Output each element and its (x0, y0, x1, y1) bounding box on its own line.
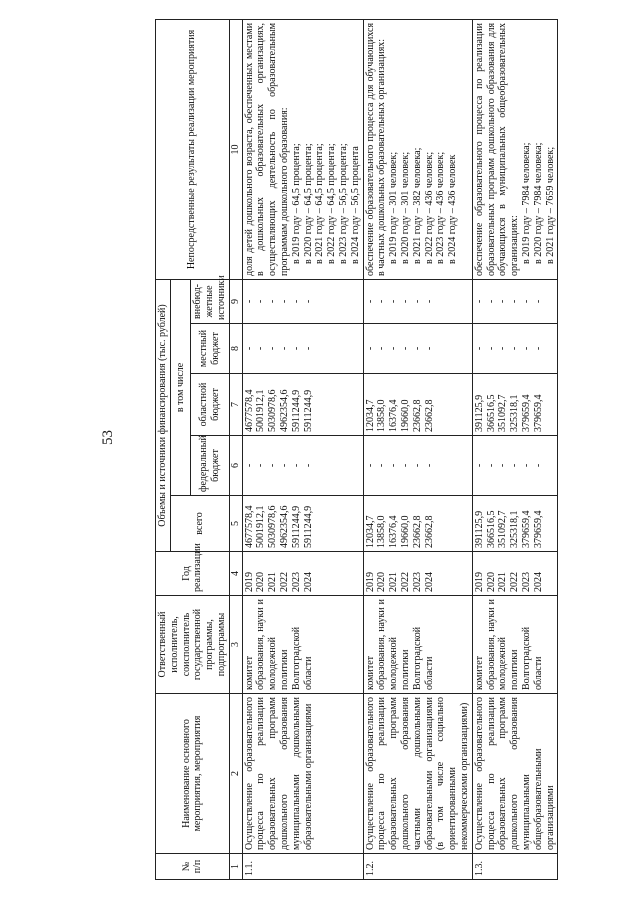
row-responsible: комитет образования, науки и молодежной политики Волгоградской области (363, 596, 472, 694)
header-local: местный бюджет (191, 324, 229, 374)
funding-table-sheet (155, 20, 625, 880)
row-results (242, 19, 363, 279)
table-row (242, 19, 363, 879)
header-funding: Объемы и источники финансирования (тыс. рублей) (156, 279, 171, 551)
result-item: в 2019 году – 7984 человека; (520, 142, 532, 264)
result-text: обеспечение образовательного процесса по реализации образовательных программ дошкольного образования для обучающихся в муниципальных общеобразовательных организациях: (473, 22, 521, 276)
header-extra: внебюд-жетные источники (191, 279, 229, 323)
column-number: 5 (229, 496, 242, 552)
row-name: Осуществление образовательного процесса по реализации образовательных программ дошкольного образования частными дошкольными образовательными организациями (в том числе социально ориентированными некоммерческими организациями) (363, 694, 472, 854)
result-item: в 2024 году – 436 человек (447, 154, 459, 264)
column-number: 8 (229, 324, 242, 374)
column-number: 4 (229, 552, 242, 596)
result-item: в 2021 году – 64,5 процента; (314, 143, 326, 264)
row-results (472, 19, 558, 279)
column-number: 7 (229, 374, 242, 436)
row-name: Осуществление образовательного процесса по реализации образовательных программ дошкольного образования муниципальными общеобразовательными организациями (472, 694, 558, 854)
result-text: обеспечение образовательного процесса для обучающихся в частных дошкольных образовательных организациях: (364, 22, 388, 276)
column-number: 1 (229, 854, 242, 880)
row-num: 1.1. (242, 854, 363, 880)
row-extra: - - - - - - (242, 279, 363, 323)
row-regional: 4677578,4 5001912,1 5030978,6 4962354,6 5911244,9 5911244,9 (242, 374, 363, 436)
header-incl: в том числе (170, 279, 191, 495)
row-federal: - - - - - - (363, 436, 472, 496)
funding-table (155, 19, 558, 880)
row-responsible: комитет образования, науки и молодежной политики Волгоградской области (472, 596, 558, 694)
column-number: 6 (229, 436, 242, 496)
result-item: в 2021 году – 382 человека; (411, 147, 423, 264)
result-item: в 2019 году – 64,5 процента; (290, 143, 302, 264)
result-item: в 2020 году – 7984 человека; (532, 142, 544, 264)
result-item: в 2023 году – 436 человек; (435, 151, 447, 264)
row-extra: - - - - - - (363, 279, 472, 323)
result-item: в 2021 году – 7659 человек; (544, 146, 556, 264)
row-total: 4677578,4 5001912,1 5030978,6 4962354,6 5911244,9 5911244,9 (242, 496, 363, 552)
header-num: № п/п (156, 854, 230, 880)
result-item: в 2024 году – 56,5 процента (349, 146, 361, 264)
row-years: 2019 2020 2021 2022 2023 2024 (363, 552, 472, 596)
row-regional: 12034,7 13858,0 16376,4 19660,0 23662,8 23662,8 (363, 374, 472, 436)
row-results (363, 19, 472, 279)
column-number: 10 (229, 19, 242, 279)
row-num: 1.2. (363, 854, 472, 880)
row-local: - - - - - - (242, 324, 363, 374)
row-federal: - - - - - - (472, 436, 558, 496)
table-row (363, 19, 472, 879)
result-item: в 2022 году – 64,5 процента; (326, 143, 338, 264)
row-responsible: комитет образования, науки и молодежной политики Волгоградской области (242, 596, 363, 694)
row-years: 2019 2020 2021 2022 2023 2024 (472, 552, 558, 596)
column-number: 3 (229, 596, 242, 694)
header-regional: областной бюджет (191, 374, 229, 436)
row-total: 391125,9 366516,5 351092,7 325318,1 379659,4 379659,4 (472, 496, 558, 552)
header-results: Непосредственные результаты реализации мероприятия (156, 19, 230, 279)
header-name: Наименование основного мероприятия, мероприятия (156, 694, 230, 854)
page-number: 53 (100, 430, 116, 445)
row-num: 1.3. (472, 854, 558, 880)
row-total: 12034,7 13858,0 16376,4 19660,0 23662,8 23662,8 (363, 496, 472, 552)
row-name: Осуществление образовательного процесса по реализации образовательных программ дошкольного образования муниципальными дошкольными образовательными организациями (242, 694, 363, 854)
row-local: - - - - - - (363, 324, 472, 374)
row-federal: - - - - - - (242, 436, 363, 496)
column-number: 9 (229, 279, 242, 323)
result-item: в 2022 году – 436 человек; (423, 151, 435, 264)
header-year: Год реализации (156, 552, 230, 596)
header-responsible: Ответственный исполнитель, соисполнитель государственной программы, подпрограммы (156, 596, 230, 694)
row-local: - - - - - - (472, 324, 558, 374)
result-item: в 2020 году – 64,5 процента; (302, 143, 314, 264)
header-federal: федеральный бюджет (191, 436, 229, 496)
result-item: в 2019 году – 301 человек; (388, 151, 400, 264)
header-total: всего (170, 496, 229, 552)
row-regional: 391125,9 366516,5 351092,7 325318,1 379659,4 379659,4 (472, 374, 558, 436)
result-item: в 2023 году – 56,5 процента; (337, 143, 349, 264)
table-row (472, 19, 558, 879)
result-text: доля детей дошкольного возраста, обеспеченных местами в дошкольных образовательных организациях, осуществляющих деятельность по образовательным программам дошкольного образования: (243, 22, 290, 276)
row-years: 2019 2020 2021 2022 2023 2024 (242, 552, 363, 596)
column-number-row (229, 19, 242, 879)
column-number: 2 (229, 694, 242, 854)
result-item: в 2020 году – 301 человек; (399, 151, 411, 264)
row-extra: - - - - - - (472, 279, 558, 323)
